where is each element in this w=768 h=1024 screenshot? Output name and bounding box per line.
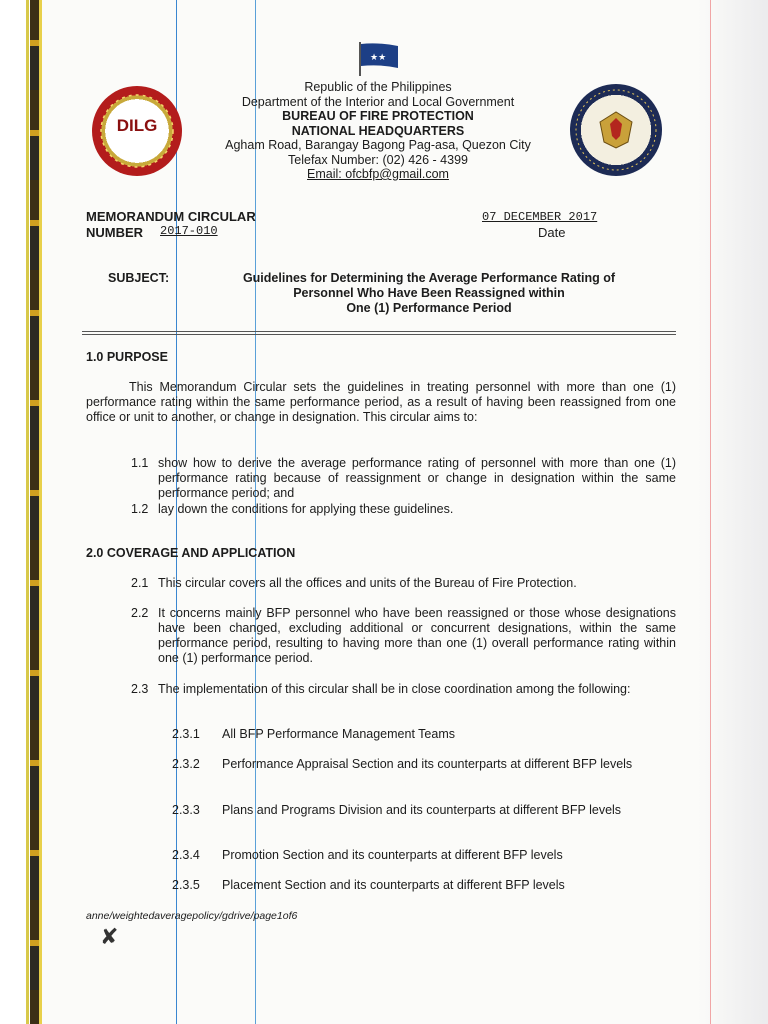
footer-path: anne/weightedaveragepolicy/gdrive/page1of6 bbox=[86, 910, 298, 922]
memo-date-value: 07 DECEMBER 2017 bbox=[482, 210, 598, 224]
subject-line: Guidelines for Determining the Average Performance Rating of bbox=[242, 271, 616, 285]
section-heading-coverage: 2.0 COVERAGE AND APPLICATION bbox=[86, 546, 296, 560]
item-number: 2.3.2 bbox=[172, 757, 200, 771]
item-number: 2.3.4 bbox=[172, 848, 200, 862]
item-number: 2.2 bbox=[131, 606, 149, 620]
memo-number-value: 2017-010 bbox=[160, 224, 218, 238]
item-text: This circular covers all the offices and units of the Bureau of Fire Protection. bbox=[158, 576, 577, 590]
divider bbox=[82, 331, 676, 332]
subject-text bbox=[198, 271, 660, 316]
letterhead-line: Agham Road, Barangay Bagong Pag-asa, Quezon City bbox=[225, 138, 531, 152]
scan-edge-yellow bbox=[39, 0, 42, 1024]
item-number: 2.1 bbox=[131, 576, 149, 590]
svg-text:★★: ★★ bbox=[370, 53, 387, 63]
letterhead bbox=[200, 80, 556, 182]
email-link[interactable]: Email: ofcbfp@gmail.com bbox=[307, 167, 449, 181]
item-number: 2.3.1 bbox=[172, 727, 200, 741]
item-text: It concerns mainly BFP personnel who have been reassigned or those whose designations have been changed, excluding additional or concurrent designations, within the same performance period, resulting to having more than one (1) overall performance rating within one (1) performance period. bbox=[158, 606, 676, 665]
sub-list-item bbox=[172, 757, 676, 787]
item-number: 1.1 bbox=[131, 456, 149, 470]
item-number: 1.2 bbox=[131, 502, 149, 516]
subject-line: One (1) Performance Period bbox=[346, 301, 512, 315]
item-text: Plans and Programs Division and its counterparts at different BFP levels bbox=[222, 803, 622, 817]
sub-list-item bbox=[172, 803, 676, 833]
list-item bbox=[131, 456, 676, 501]
item-number: 2.3.3 bbox=[172, 803, 200, 817]
bfp-seal-emblem bbox=[570, 84, 662, 176]
item-text: Placement Section and its counterparts at different BFP levels bbox=[222, 878, 565, 892]
dilg-seal bbox=[92, 86, 182, 176]
bfp-seal bbox=[570, 84, 662, 176]
list-item bbox=[131, 502, 676, 517]
memo-number-label: NUMBER bbox=[86, 225, 144, 240]
item-text: The implementation of this circular shall be in close coordination among the following: bbox=[158, 682, 631, 696]
item-text: Performance Appraisal Section and its counterparts at different BFP levels bbox=[222, 757, 633, 771]
letterhead-line: Republic of the Philippines bbox=[304, 80, 452, 94]
sub-list-item bbox=[172, 727, 676, 742]
flag-icon bbox=[358, 42, 400, 76]
item-text: show how to derive the average performance rating of personnel with more than one (1) performance rating because of reassignment or change in designation within the same performance period; and bbox=[158, 456, 676, 500]
scan-edge-band bbox=[0, 0, 30, 1024]
item-text: All BFP Performance Management Teams bbox=[222, 727, 455, 741]
scan-edge-dark-strip bbox=[30, 0, 39, 1024]
initial-mark: ✘ bbox=[100, 924, 119, 949]
item-text: lay down the conditions for applying these guidelines. bbox=[158, 502, 454, 516]
memo-title: MEMORANDUM CIRCULAR bbox=[86, 209, 256, 224]
section-heading-purpose: 1.0 PURPOSE bbox=[86, 350, 168, 364]
sub-list-item bbox=[172, 848, 676, 863]
purpose-intro: This Memorandum Circular sets the guidelines in treating personnel with more than one (1) performance rating within the same performance period, as a result of having been reassigned from one office or unit to another, or change in designation. This circular aims to: bbox=[86, 380, 676, 424]
item-text: Promotion Section and its counterparts at different BFP levels bbox=[222, 848, 563, 862]
divider bbox=[82, 334, 676, 335]
item-number: 2.3.5 bbox=[172, 878, 200, 892]
memo-date-label: Date bbox=[538, 225, 566, 240]
subject-label: SUBJECT: bbox=[108, 271, 170, 285]
scan-shadow bbox=[698, 0, 768, 1024]
list-item bbox=[131, 682, 676, 712]
dilg-seal-text: DILG bbox=[116, 116, 158, 135]
list-item bbox=[131, 606, 676, 666]
list-item bbox=[131, 576, 676, 591]
letterhead-line: Telefax Number: (02) 426 - 4399 bbox=[288, 152, 468, 167]
sub-list-item bbox=[172, 878, 676, 893]
letterhead-line: BUREAU OF FIRE PROTECTION bbox=[282, 109, 474, 123]
letterhead-line: NATIONAL HEADQUARTERS bbox=[291, 123, 465, 138]
item-number: 2.3 bbox=[131, 682, 149, 696]
subject-line: Personnel Who Have Been Reassigned within bbox=[293, 286, 565, 300]
letterhead-line: Department of the Interior and Local Government bbox=[241, 94, 515, 109]
